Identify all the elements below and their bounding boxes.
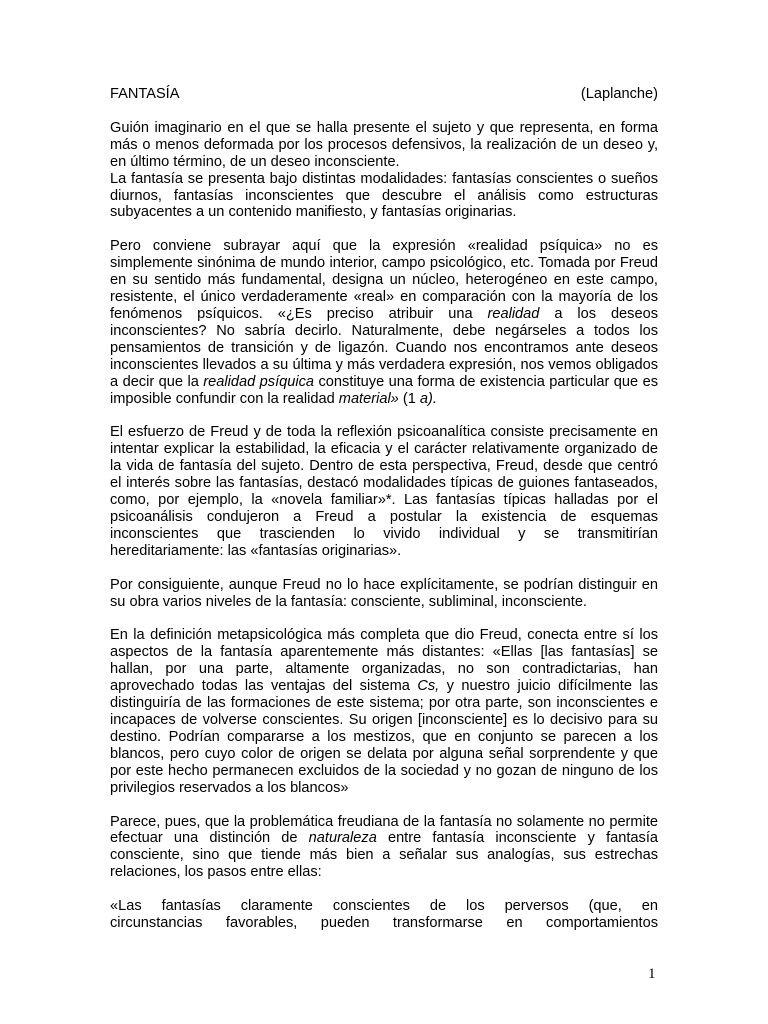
italic-text: realidad: [487, 305, 540, 322]
document-header: [110, 86, 658, 103]
paragraph-line: «Las fantasías claramente conscientes de los perversos (que, en: [110, 898, 658, 915]
italic-text: naturaleza: [308, 830, 377, 847]
paragraph-text: entre fantasía inconsciente y fantasía consciente, sino que tiende más bien a señalar sus analogías, sus estrechas relaciones, los pasos entre ellas:: [110, 830, 658, 881]
document-title: FANTASÍA: [110, 86, 180, 102]
document-body: [110, 86, 658, 932]
paragraph-text: Por consiguiente, aunque Freud no lo hace explícitamente, se podrían distinguir en su obra varios niveles de la fantasía: consciente, subliminal, inconsciente.: [110, 576, 658, 610]
italic-text: a).: [419, 390, 437, 407]
document-author: (Laplanche): [580, 86, 658, 102]
page-number: 1: [648, 966, 656, 982]
paragraph-text: Parece, pues, que la problemática freudiana de la fantasía no solamente no permite efectuar una distinción de: [110, 813, 658, 847]
paragraph-levels: [110, 577, 658, 611]
paragraph-freud-effort: [110, 424, 658, 559]
paragraph-text: (1: [398, 390, 420, 407]
italic-text: material»: [338, 390, 399, 407]
paragraph-text: y nuestro juicio difícilmente las distinguiría de las formaciones de este sistema; por otra parte, son inconscientes e incapaces de volverse conscientes. Su origen [inconsciente] es lo decisivo para su destino. Podrían compararse a los mestizos, que en conjunto se parecen a los blancos, pero cuyo color de origen se delata por alguna señal sorprendente y que por este hecho permanecen excluidos de la sociedad y no gozan de ninguno de los privilegios reservados a los blancos»: [110, 678, 658, 796]
paragraph-text: Guión imaginario en el que se halla presente el sujeto y que representa, en forma más o menos deformada por los procesos defensivos, la realización de un deseo y, en último término, de un deseo inconsciente.: [110, 119, 658, 170]
paragraph-text: Pero conviene subrayar aquí que la expresión «realidad psíquica» no es simplemente sinónima de mundo interior, campo psicológico, etc. Tomada por Freud en su sentido más fundamental, designa un núcleo, heterogéneo en este campo, resistente, el único verdaderamente «real» en comparación con la mayoría de los fenómenos psíquicos. «¿Es preciso atribuir una: [110, 238, 658, 322]
paragraph-text: constituye una forma de existencia particular que es imposible confundir con la realidad: [110, 373, 658, 407]
italic-text: Cs,: [417, 678, 440, 695]
paragraph-text: a los deseos inconscientes? No sabría decirlo. Naturalmente, debe negárseles a todos los pensamientos de transición y de ligazón. Cuando nos encontramos ante deseos inconscientes llevados a su última y más verdadera expresión, nos vemos obligados a decir que la: [110, 305, 659, 390]
paragraph-text: La fantasía se presenta bajo distintas modalidades: fantasías conscientes o sueños diurnos, fantasías inconscientes que descubre el análisis como estructuras subyacentes a un contenido manifiesto, y fantasías originarias.: [110, 170, 658, 221]
paragraph-metapsychological: [110, 627, 658, 796]
paragraph-text: El esfuerzo de Freud y de toda la reflexión psicoanalítica consiste precisamente en intentar explicar la estabilidad, la eficacia y el carácter relativamente organizado de la vida de fantasía del sujeto. Dentro de esta perspectiva, Freud, desde que centró el interés sobre las fantasías, destacó modalidades típicas de guiones fantaseados, como, por ejemplo, la «novela familiar»*. Las fantasías típicas halladas por el psicoanálisis condujeron a Freud a postular la existencia de esquemas inconscientes que trascienden lo vivido individual y se transmitirían hereditariamente: las «fantasías originarias».: [110, 424, 658, 559]
italic-text: realidad psíquica: [203, 373, 315, 390]
paragraph-perverse-quote: [110, 898, 658, 932]
paragraph-psychic-reality: [110, 238, 658, 407]
paragraph-line: circunstancias favorables, pueden transformarse en comportamientos: [110, 915, 658, 932]
paragraph-problematic: [110, 814, 658, 882]
paragraph-text: En la definición metapsicológica más completa que dio Freud, conecta entre sí los aspectos de la fantasía aparentemente más distantes: «Ellas [las fantasías] se hallan, por una parte, altamente organizadas, no son contradictarias, han aprovechado todas las ventajas del sistema: [110, 627, 658, 695]
paragraph-definition: [110, 120, 658, 171]
paragraph-modalities: [110, 171, 658, 222]
